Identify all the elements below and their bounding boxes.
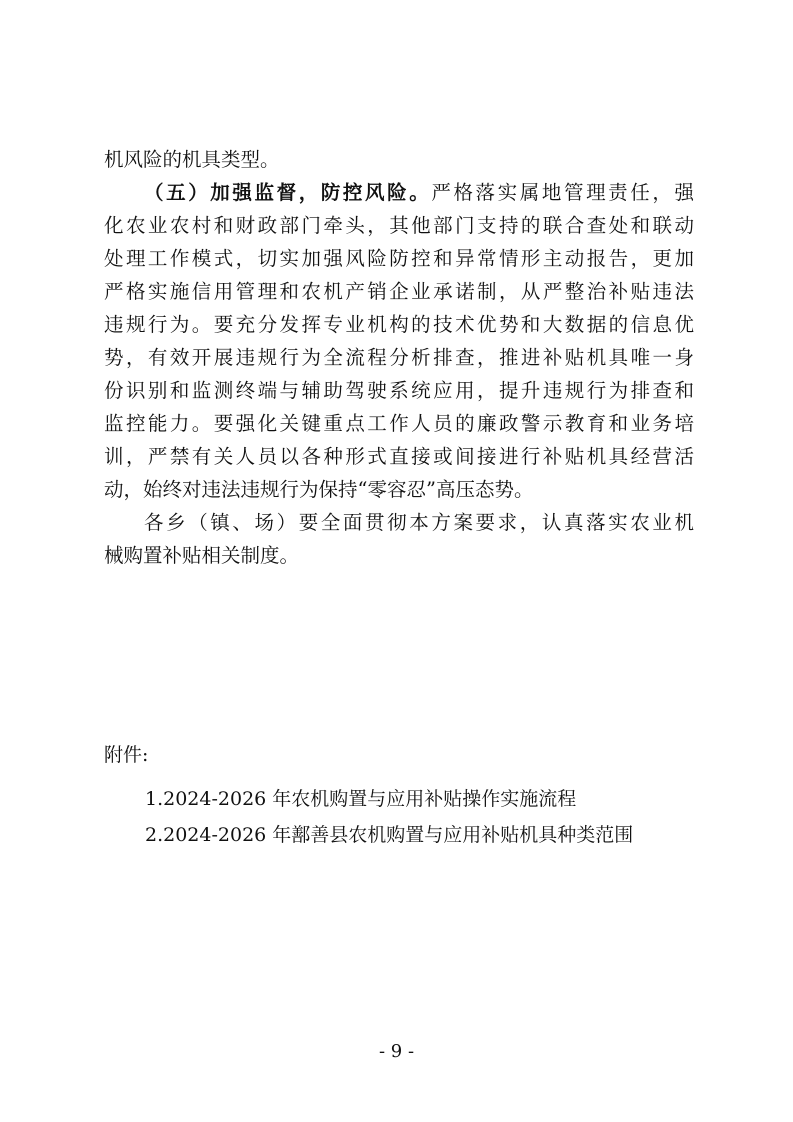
- section-five-line: 违规行为。要充分发挥专业机构的技术优势和大数据的信息优: [104, 313, 694, 336]
- attachments-list: [145, 784, 633, 856]
- section-five-line: 化农业农村和财政部门牵头，其他部门支持的联合查处和联动: [104, 214, 694, 237]
- section-five-last-line: 动，始终对违法违规行为保持“零容忍”高压态势。: [104, 478, 534, 501]
- page-number: - 9 -: [378, 1041, 415, 1062]
- section-five-heading: （五）加强监督，防控风险。: [144, 181, 432, 204]
- closing-paragraph-line: 各乡（镇、场）要全面贯彻本方案要求，认真落实农业机: [144, 511, 694, 534]
- section-five-line: 份识别和监测终端与辅助驾驶系统应用，提升违规行为排查和: [104, 379, 694, 402]
- section-five-text: 严格落实属地管理责任，强: [431, 181, 694, 204]
- section-five-line: 势，有效开展违规行为全流程分析排查，推进补贴机具唯一身: [104, 346, 694, 369]
- attachment-item-2: 2.2024-2026 年鄯善县农机购置与应用补贴机具种类范围: [145, 824, 634, 846]
- section-five-line: 监控能力。要强化关键重点工作人员的廉政警示教育和业务培: [104, 412, 694, 435]
- attachments-label: 附件:: [104, 744, 149, 766]
- section-five-line: 严格实施信用管理和农机产销企业承诺制，从严整治补贴违法: [104, 280, 694, 303]
- section-five-first-line: [104, 176, 694, 209]
- closing-paragraph-line: 械购置补贴相关制度。: [104, 544, 300, 567]
- paragraph-continuation: 机风险的机具类型。: [104, 148, 280, 171]
- section-five-line: 处理工作模式，切实加强风险防控和异常情形主动报告，更加: [104, 247, 694, 270]
- section-five-line: 训，严禁有关人员以各种形式直接或间接进行补贴机具经营活: [104, 445, 694, 468]
- body-text: [104, 143, 694, 572]
- attachment-item-1: 1.2024-2026 年农机购置与应用补贴操作实施流程: [145, 788, 577, 810]
